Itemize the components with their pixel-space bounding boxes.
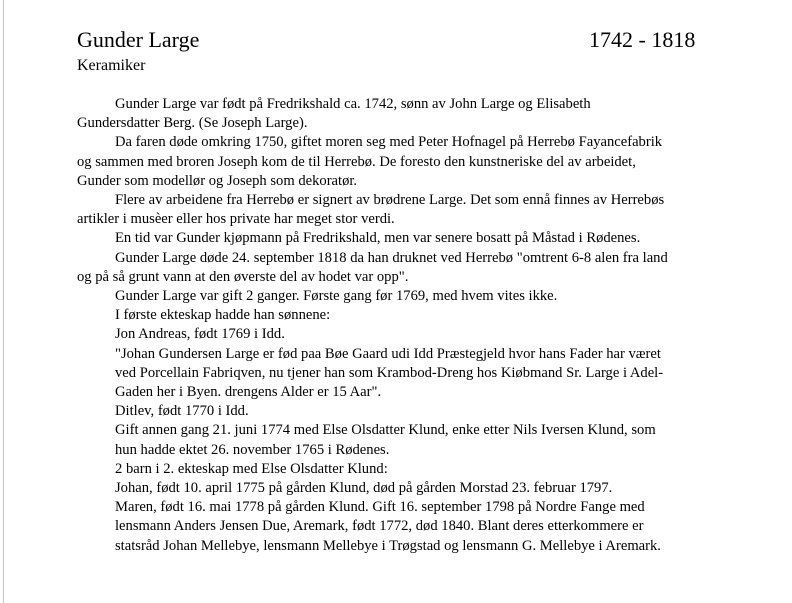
profession-subtitle: Keramiker [77,57,146,74]
body-line: Johan, født 10. april 1775 på gården Klund, død på gården Morstad 23. februar 1797. [115,480,613,497]
body-line: Gunder Large døde 24. september 1818 da han druknet ved Herrebø "omtrent 6-8 alen fra land [115,249,668,266]
body-line: Gundersdatter Berg. (Se Joseph Large). [77,115,308,132]
body-line: Gaden her i Byen. drengens Alder er 15 Aar". [115,384,382,401]
body-line: hun hadde ektet 26. november 1765 i Rødenes. [115,441,390,458]
body-line: I første ekteskap hadde han sønnene: [115,307,331,324]
document-title: Gunder Large [77,27,200,52]
body-line: Gunder Large var gift 2 ganger. Første gang før 1769, med hvem vites ikke. [115,288,558,305]
body-line: artikler i musèer eller hos private har meget stor verdi. [77,211,395,228]
body-line: Maren, født 16. mai 1778 på gården Klund. Gift 16. september 1798 på Nordre Fange med [115,499,645,516]
life-years: 1742 - 1818 [589,27,696,52]
body-line: 2 barn i 2. ekteskap med Else Olsdatter Klund: [115,460,388,477]
body-line: Gunder som modellør og Joseph som dekoratør. [77,172,358,189]
body-line: Flere av arbeidene fra Herrebø er signert av brødrene Large. Det som ennå finnes av Herrebøs [115,192,665,209]
body-line: og sammen med broren Joseph kom de til Herrebø. De foresto den kunstneriske del av arbeidet, [77,153,636,170]
body-line: Gift annen gang 21. juni 1774 med Else Olsdatter Klund, enke etter Nils Iversen Klund, som [115,422,656,439]
body-line: ved Porcellain Fabriqven, nu tjener han som Krambod-Dreng hos Kiøbmand Sr. Large i Adel- [115,364,664,381]
document-body [77,95,727,556]
body-line: "Johan Gundersen Large er fød paa Bøe Gaard udi Idd Præstegjeld hvor hans Fader har været [115,345,661,362]
body-line: Ditlev, født 1770 i Idd. [115,403,249,420]
body-line: En tid var Gunder kjøpmann på Fredrikshald, men var senere bosatt på Måstad i Rødenes. [115,230,641,247]
body-line: statsråd Johan Mellebye, lensmann Mellebye i Trøgstad og lensmann G. Mellebye i Aremark. [115,537,661,554]
body-line: Gunder Large var født på Fredrikshald ca. 1742, sønn av John Large og Elisabeth [115,96,591,112]
body-line: lensmann Anders Jensen Due, Aremark, født 1772, død 1840. Blant deres etterkommere er [115,518,644,535]
body-line: Jon Andreas, født 1769 i Idd. [115,326,285,343]
body-line: Da faren døde omkring 1750, giftet moren seg med Peter Hofnagel på Herrebø Fayancefabrik [115,134,663,151]
body-line: og på så grunt vann at den øverste del av hodet var opp". [77,268,409,285]
